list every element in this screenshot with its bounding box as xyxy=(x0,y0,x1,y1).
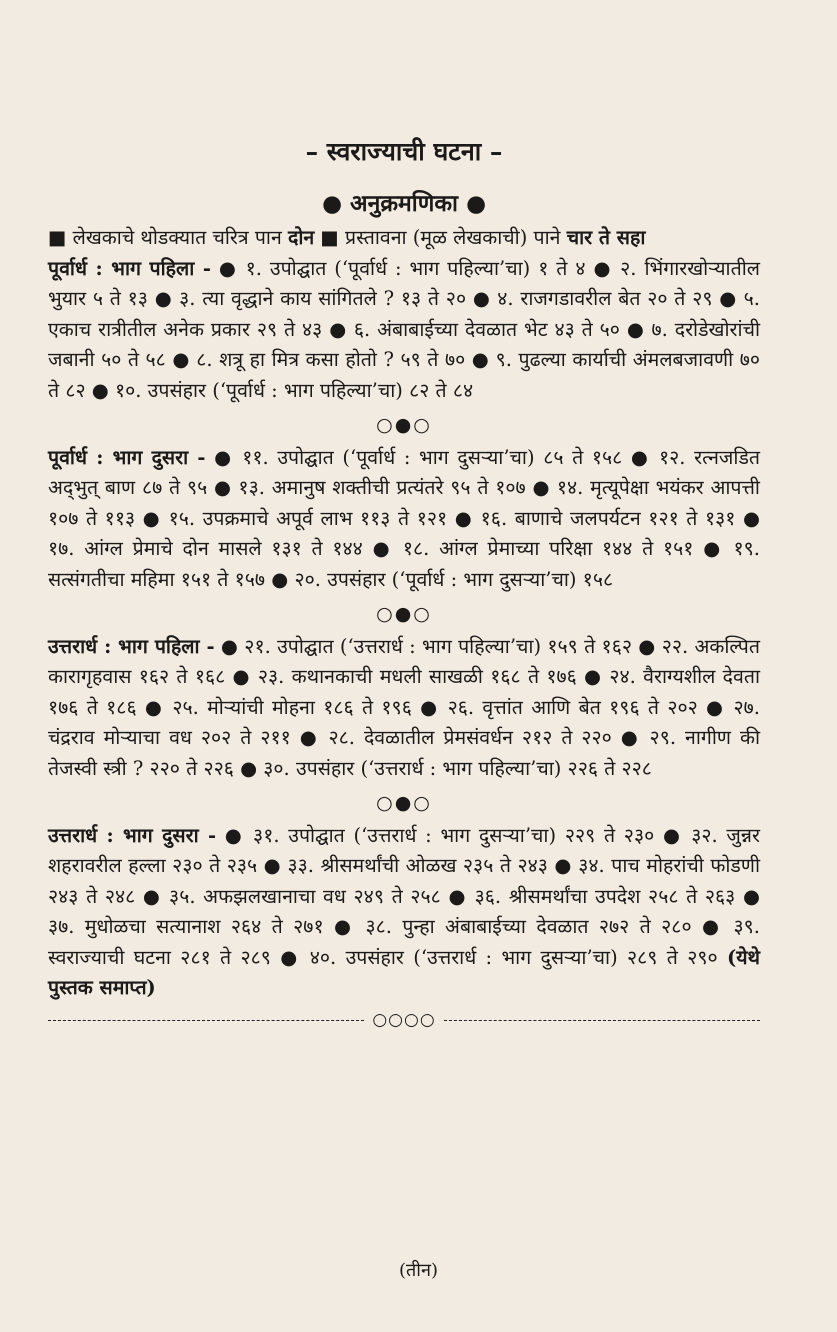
section-heading: पूर्वार्ध : भाग दुसरा - xyxy=(48,445,206,469)
contents-heading: ● अनुक्रमणिका ● xyxy=(321,190,487,217)
section-entries: ● २१. उपोद्घात (‘उत्तरार्ध : भाग पहिल्या’चा) १५९ ते १६२ ● २२. अकल्पित कारागृहवास १६२ ते १६८ ● २३. कथानकाची मधली साखळी १६८ ते १७६ ● २४. वैराग्यशील देवता १७६ ते १८६ ● २५. मोऱ्यांची मोहना १८६ ते १९६ ● २६. वृत्तांत आणि बेत १९६ ते २०२ ● २७. चंद्रराव मोऱ्याचा वध २०२ ते २११ ● २८. देवळातील प्रेमसंवर्धन २१२ ते २२० ● २९. नागीण की तेजस्वी स्त्री ? २२० ते २२६ ● ३०. उपसंहार (‘उत्तरार्ध : भाग पहिल्या’चा) २२६ ते २२८ xyxy=(48,634,760,780)
section-uttarardh-1 xyxy=(48,632,760,785)
book-title: – स्वराज्याची घटना – xyxy=(305,137,503,166)
section-purvardh-2 xyxy=(48,443,760,596)
section-entries: ● ३१. उपोद्घात (‘उत्तरार्ध : भाग दुसऱ्या’चा) २२९ ते २३० ● ३२. जुन्नर शहरावरील हल्ला २३० ते २३५ ● ३३. श्रीसमर्थांची ओळख २३५ ते २४३ ● ३४. पाच मोहरांची फोडणी २४३ ते २४८ ● ३५. अफझलखानाचा वध २४९ ते २५८ ● ३६. श्रीसमर्थांचा उपदेश २५८ ते २६३ ● ३७. मुधोळचा सत्यानाश २६४ ते २७१ ● ३८. पुन्हा अंबाबाईच्या देवळात २७२ ते २८० ● ३९. स्वराज्याची घटना २८१ ते २८९ ● ४०. उपसंहार (‘उत्तरार्ध : भाग दुसऱ्या’चा) २८९ ते २९० xyxy=(48,823,760,969)
intro-line xyxy=(48,223,760,254)
intro-page-bold: दोन xyxy=(287,226,315,249)
intro-middle: ■ प्रस्तावना (मूळ लेखकाची) पाने xyxy=(320,226,561,249)
end-rule xyxy=(48,1008,760,1032)
intro-prefix: ■ लेखकाचे थोडक्यात चरित्र पान xyxy=(48,226,282,249)
intro-pages-bold: चार ते सहा xyxy=(566,226,646,249)
book-end-note: (येथे पुस्तक समाप्त) xyxy=(48,945,760,1000)
section-entries: ● ११. उपोद्घात (‘पूर्वार्ध : भाग दुसऱ्या’चा) ८५ ते १५८ ● १२. रत्नजडित अद्‌भुत् बाण ८७ ते ९५ ● १३. अमानुष शक्तीची प्रत्यंतरे ९५ ते १०७ ● १४. मृत्यूपेक्षा भयंकर आपत्ती १०७ ते ११३ ● १५. उपक्रमाचे अपूर्व लाभ ११३ ते १२१ ● १६. बाणाचे जलपर्यटन १२१ ते १३१ ● १७. आंग्ल प्रेमाचे दोन मासले १३१ ते १४४ ● १८. आंग्ल प्रेमाच्या परिक्षा १४४ ते १५१ ● १९. सत्संगतीचा महिमा १५१ ते १५७ ● २०. उपसंहार (‘पूर्वार्ध : भाग दुसऱ्या’चा) १५८ xyxy=(48,445,760,591)
section-uttarardh-2 xyxy=(48,821,760,1005)
page-number: (तीन) xyxy=(399,1260,438,1281)
section-heading: पूर्वार्ध : भाग पहिला - xyxy=(48,256,211,280)
section-heading: उत्तरार्ध : भाग दुसरा - xyxy=(48,823,217,847)
section-separator: ○●○ xyxy=(376,791,432,814)
section-separator: ○●○ xyxy=(376,413,432,436)
section-purvardh-1 xyxy=(48,254,760,407)
contents-page xyxy=(48,135,760,1032)
end-ornament: ○○○○ xyxy=(372,1010,436,1031)
section-entries: ● १. उपोद्घात (‘पूर्वार्ध : भाग पहिल्या’चा) १ ते ४ ● २. भिंगारखोऱ्यातील भुयार ५ ते १३ ● ३. त्या वृद्धाने काय सांगितले ? १३ ते २० ● ४. राजगडावरील बेत २० ते २९ ● ५. एकाच रात्रीतील अनेक प्रकार २९ ते ४३ ● ६. अंबाबाईच्या देवळात भेट ४३ ते ५० ● ७. दरोडेखोरांची जबानी ५० ते ५८ ● ८. शत्रू हा मित्र कसा होतो ? ५९ ते ७० ● ९. पुढल्या कार्याची अंमलबजावणी ७० ते ८२ ● १०. उपसंहार (‘पूर्वार्ध : भाग पहिल्या’चा) ८२ ते ८४ xyxy=(48,256,760,402)
dashed-line-left xyxy=(48,1020,364,1021)
section-heading: उत्तरार्ध : भाग पहिला - xyxy=(48,634,215,658)
section-separator: ○●○ xyxy=(376,602,432,625)
dashed-line-right xyxy=(444,1020,760,1021)
